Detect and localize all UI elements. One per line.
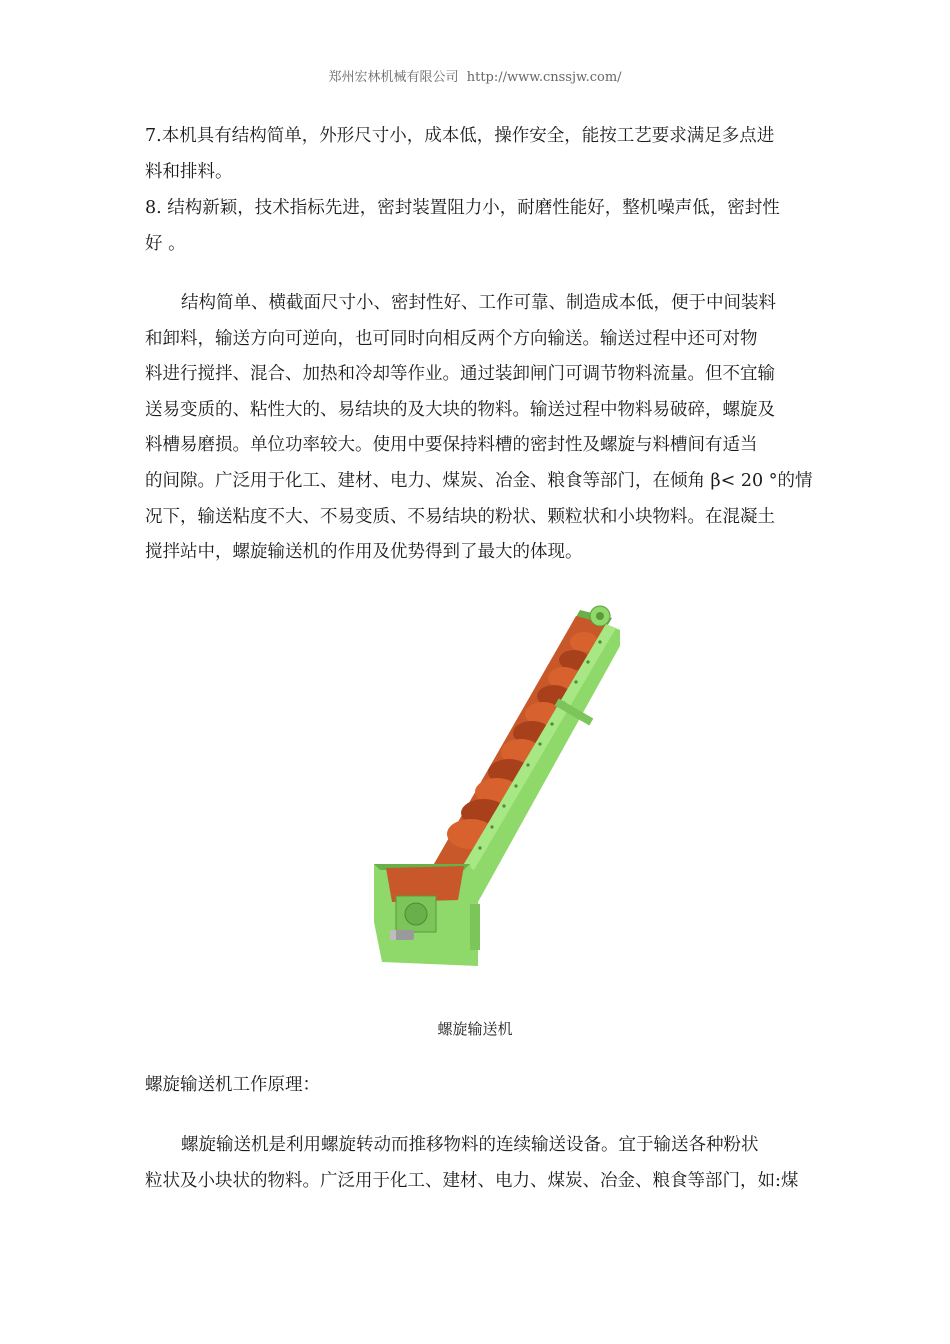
list-item-7 xyxy=(145,119,807,190)
trough-flange xyxy=(464,624,616,870)
p1-line: 的间隙。广泛用于化工、建材、电力、煤炭、冶金、粮食等部门，在倾角 β< 20 °的情 xyxy=(145,470,813,491)
p1-line: 料槽易磨损。单位功率较大。使用中要保持料槽的密封性及螺旋与料槽间有适当 xyxy=(145,435,758,456)
list-item-8 xyxy=(145,191,807,262)
section-title xyxy=(145,1068,807,1104)
item-7-line-1: 7.本机具有结构简单，外形尺寸小，成本低，操作安全，能按工艺要求满足多点进 xyxy=(145,126,775,146)
section-title-text: 螺旋输送机工作原理： xyxy=(145,1075,320,1095)
body-paragraph-2 xyxy=(145,1128,807,1199)
p1-line: 搅拌站中，螺旋输送机的作用及优势得到了最大的体现。 xyxy=(145,542,583,563)
trough-front-wall xyxy=(464,624,620,902)
p2-line: 粒状及小块状的物料。广泛用于化工、建材、电力、煤炭、冶金、粮食等部门，如:煤 xyxy=(145,1170,799,1191)
p1-line: 况下，输送粘度不大、不易变质、不易结块的粉状、颗粒状和小块物料。在混凝土 xyxy=(145,506,775,527)
p1-line: 送易变质的、粘性大的、易结块的及大块的物料。输送过程中物料易破碎，螺旋及 xyxy=(145,399,775,420)
item-8-line-1: 8. 结构新颖，技术指标先进，密封装置阻力小，耐磨性能好，整机噪声低，密封性 xyxy=(145,198,780,218)
p1-line: 和卸料，输送方向可逆向，也可同时向相反两个方向输送。输送过程中还可对物 xyxy=(145,328,758,349)
item-8-line-2: 好 。 xyxy=(145,233,186,254)
screw-conveyor-image xyxy=(370,602,620,982)
p1-line: 料进行搅拌、混合、加热和冷却等作业。通过装卸闸门可调节物料流量。但不宜输 xyxy=(145,364,775,385)
p1-line: 结构简单、横截面尺寸小、密封性好、工作可靠、制造成本低，便于中间装料 xyxy=(181,293,776,313)
header-url: http://www.cnssjw.com/ xyxy=(466,70,622,85)
item-7-line-2: 料和排料。 xyxy=(145,161,233,182)
header-company: 郑州宏林机械有限公司 xyxy=(328,70,459,85)
figure-caption: 螺旋输送机 xyxy=(437,1020,513,1038)
page-header xyxy=(0,66,950,85)
p2-line: 螺旋输送机是利用螺旋转动而推移物料的连续输送设备。宜于输送各种粉状 xyxy=(181,1135,759,1155)
body-paragraph-1 xyxy=(145,286,813,571)
